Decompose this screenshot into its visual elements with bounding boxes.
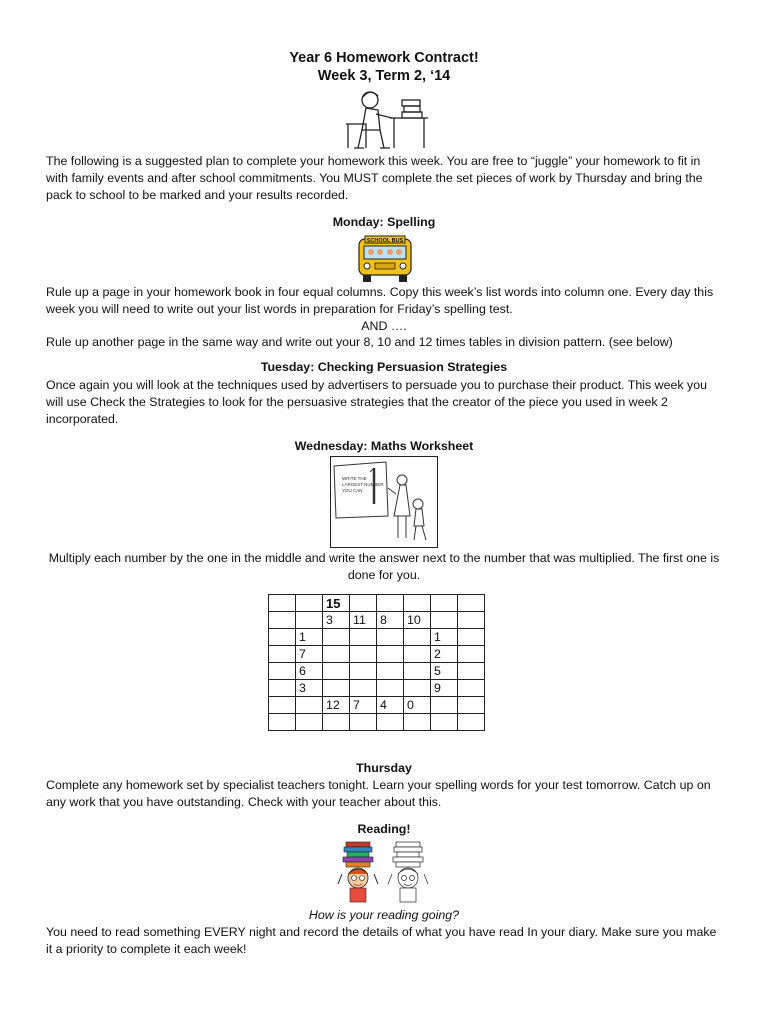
grid-cell: 7 [350, 697, 377, 714]
grid-cell [350, 629, 377, 646]
boy-at-desk-illustration [340, 88, 430, 152]
grid-cell: 8 [377, 612, 404, 629]
monday-paragraph-1: Rule up a page in your homework book in four equal columns. Copy this week’s list words into column one. Every day this week you will need to write out your list words in preparation for Friday’s spelling test. [46, 285, 714, 316]
grid-cell: 7 [296, 646, 323, 663]
reading-heading: Reading! [357, 822, 411, 836]
grid-cell [431, 612, 458, 629]
grid-cell: 3 [296, 680, 323, 697]
grid-cell [296, 697, 323, 714]
grid-row [269, 714, 485, 731]
grid-cell [269, 680, 296, 697]
grid-cell: 2 [431, 646, 458, 663]
grid-cell [431, 714, 458, 731]
grid-cell: 4 [377, 697, 404, 714]
monday-and: AND …. [361, 319, 407, 333]
grid-cell [377, 714, 404, 731]
thursday-paragraph: Complete any homework set by specialist teachers tonight. Learn your spelling words for your test tomorrow. Catch up on any work that you have outstanding. Check with your teacher about this. [46, 778, 711, 809]
grid-cell [377, 680, 404, 697]
grid-cell [269, 595, 296, 612]
school-bus-illustration [355, 233, 415, 285]
grid-cell [350, 680, 377, 697]
monday-heading: Monday: Spelling [332, 215, 436, 229]
grid-cell [296, 595, 323, 612]
classroom-board-illustration [330, 456, 438, 548]
grid-cell [458, 646, 485, 663]
grid-cell: 10 [404, 612, 431, 629]
wednesday-instructions: Multiply each number by the one in the middle and write the answer next to the number that was multiplied. The first one is done for you. [48, 551, 720, 582]
grid-cell [269, 612, 296, 629]
grid-cell: 3 [323, 612, 350, 629]
grid-cell [350, 663, 377, 680]
grid-cell: 1 [296, 629, 323, 646]
grid-cell [377, 646, 404, 663]
grid-cell: 12 [323, 697, 350, 714]
grid-row [269, 595, 485, 612]
title-line-1: Year 6 Homework Contract! [289, 50, 479, 66]
grid-row [269, 680, 485, 697]
grid-cell [269, 629, 296, 646]
grid-cell: 5 [431, 663, 458, 680]
grid-cell [350, 595, 377, 612]
grid-cell [458, 629, 485, 646]
title-line-2: Week 3, Term 2, ‘14 [317, 68, 451, 84]
grid-cell [323, 714, 350, 731]
tuesday-paragraph: Once again you will look at the techniques used by advertisers to persuade you to purchase their product. This week you will use Check the Strategies to look for the persuasive strategies that the creator of the piece you used in week 2 incorporated. [46, 378, 707, 426]
grid-row [269, 646, 485, 663]
monday-paragraph-2: Rule up another page in the same way and write out your 8, 10 and 12 times tables in division pattern. (see below) [46, 335, 673, 349]
grid-cell [404, 680, 431, 697]
grid-cell [458, 697, 485, 714]
reading-question: How is your reading going? [308, 908, 460, 922]
reading-paragraph: You need to read something EVERY night and record the details of what you have read In your diary. Make sure you make it a priority to complete it each week! [46, 925, 717, 956]
grid-cell [404, 714, 431, 731]
grid-cell [377, 663, 404, 680]
grid-cell [458, 680, 485, 697]
bus-sign-text: SCHOOL BUS [366, 238, 404, 244]
grid-cell [377, 629, 404, 646]
grid-cell [296, 714, 323, 731]
grid-cell [323, 629, 350, 646]
grid-cell [269, 697, 296, 714]
readers-with-books-illustration [330, 840, 440, 906]
grid-cell [350, 714, 377, 731]
grid-row [269, 697, 485, 714]
grid-cell [404, 646, 431, 663]
grid-cell [350, 646, 377, 663]
grid-cell [377, 595, 404, 612]
grid-cell [431, 697, 458, 714]
grid-cell: 0 [404, 697, 431, 714]
multiplication-grid [268, 594, 485, 731]
grid-cell: 15 [323, 595, 350, 612]
grid-cell: 11 [350, 612, 377, 629]
grid-cell [458, 714, 485, 731]
grid-cell [431, 595, 458, 612]
grid-cell: 1 [431, 629, 458, 646]
grid-cell: 9 [431, 680, 458, 697]
grid-cell [323, 663, 350, 680]
intro-paragraph: The following is a suggested plan to complete your homework this week. You are free to “juggle” your homework to fit in with family events and after school commitments. You MUST complete the set pieces of work by Thursday and bring the pack to school to be marked and your results recorded. [46, 154, 703, 202]
grid-cell [458, 663, 485, 680]
tuesday-heading: Tuesday: Checking Persuasion Strategies [260, 360, 508, 374]
grid-cell [404, 629, 431, 646]
grid-cell [458, 595, 485, 612]
grid-row [269, 663, 485, 680]
grid-cell [269, 663, 296, 680]
grid-row [269, 612, 485, 629]
grid-cell [458, 612, 485, 629]
grid-cell [269, 646, 296, 663]
svg-text:WRITE THE LARGEST NUMBER: WRITE THE LARGEST NUMBER YOU CAN [342, 476, 384, 493]
grid-cell [404, 663, 431, 680]
grid-cell [323, 646, 350, 663]
wednesday-heading: Wednesday: Maths Worksheet [294, 439, 474, 453]
thursday-heading: Thursday [356, 761, 412, 775]
grid-cell: 6 [296, 663, 323, 680]
grid-cell [269, 714, 296, 731]
grid-cell [404, 595, 431, 612]
grid-row [269, 629, 485, 646]
grid-cell [323, 680, 350, 697]
grid-cell [296, 612, 323, 629]
